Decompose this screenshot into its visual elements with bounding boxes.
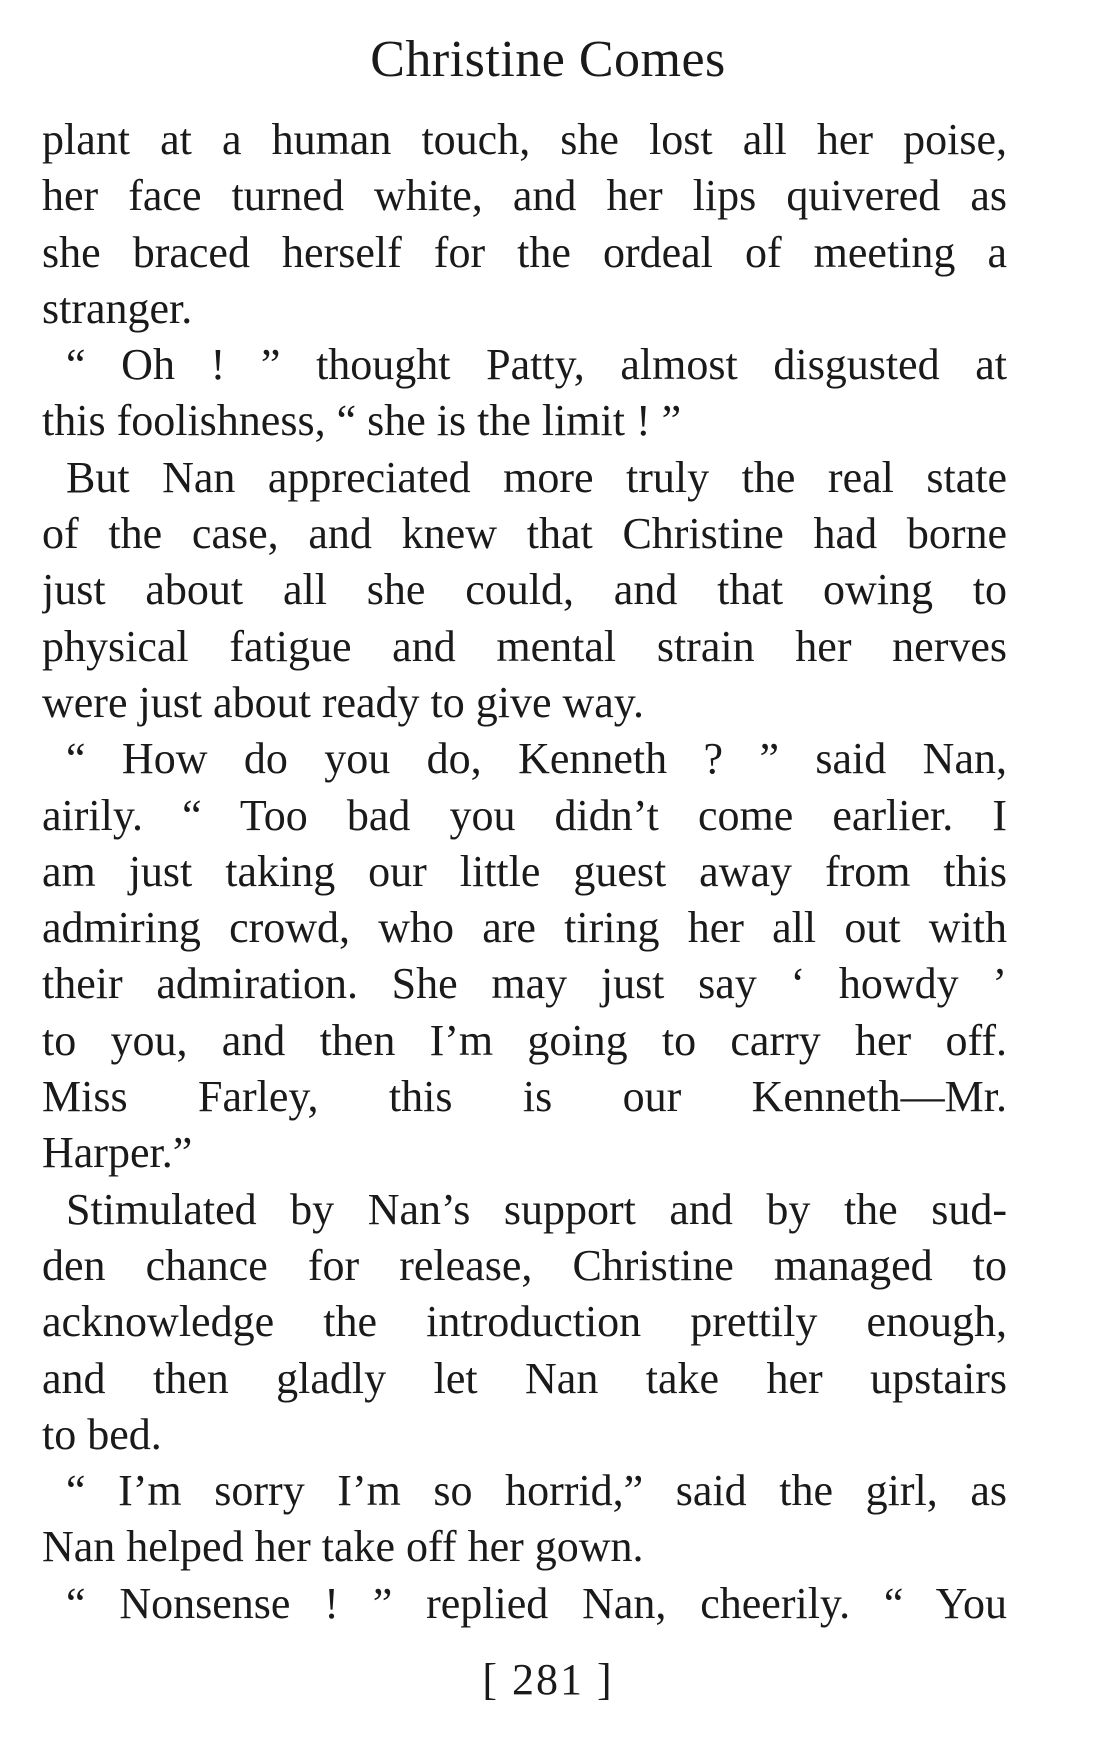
text-line: airily. “ Too bad you didn’t come earlier. I [42,790,1007,840]
text-line: stranger. [42,283,193,333]
page-number: [ 281 ] [482,1655,614,1704]
text-line: and then gladly let Nan take her upstairs [42,1353,1007,1403]
text-line: this foolishness, “ she is the limit ! ” [42,396,682,446]
text-line: to bed. [42,1409,162,1459]
text-line: plant at a human touch, she lost all her poise, [42,115,1007,164]
text-line: their admiration. She may just say ‘ howdy ’ [42,959,1007,1009]
text-line: Nan helped her take off her gown. [42,1522,644,1572]
text-line: “ Oh ! ” thought Patty, almost disgusted at [66,340,1007,390]
body-text [42,112,1007,1632]
text-line: den chance for release, Christine managed to [42,1240,1007,1290]
running-head: Christine Comes [370,31,726,88]
text-line: acknowledge the introduction prettily enough, [42,1297,1007,1347]
text-line: “ I’m sorry I’m so horrid,” said the girl, as [66,1466,1007,1516]
text-line: am just taking our little guest away from this [42,846,1007,896]
text-line: admiring crowd, who are tiring her all out with [42,903,1007,953]
text-line: Harper.” [42,1128,193,1178]
text-line: “ How do you do, Kenneth ? ” said Nan, [66,734,1007,784]
text-line: Stimulated by Nan’s support and by the sud- [66,1184,1007,1234]
text-line: But Nan appreciated more truly the real state [66,452,1007,502]
text-line: of the case, and knew that Christine had borne [42,509,1007,559]
text-line: she braced herself for the ordeal of meeting a [42,227,1007,277]
text-line: “ Nonsense ! ” replied Nan, cheerily. “ You [66,1578,1007,1628]
text-line: physical fatigue and mental strain her nerves [42,621,1007,671]
text-line: Miss Farley, this is our Kenneth—Mr. [42,1072,1007,1122]
text-line: to you, and then I’m going to carry her off. [42,1015,1007,1065]
text-line: just about all she could, and that owing to [42,565,1007,615]
text-line: were just about ready to give way. [42,677,644,727]
text-line: her face turned white, and her lips quivered as [42,171,1007,221]
